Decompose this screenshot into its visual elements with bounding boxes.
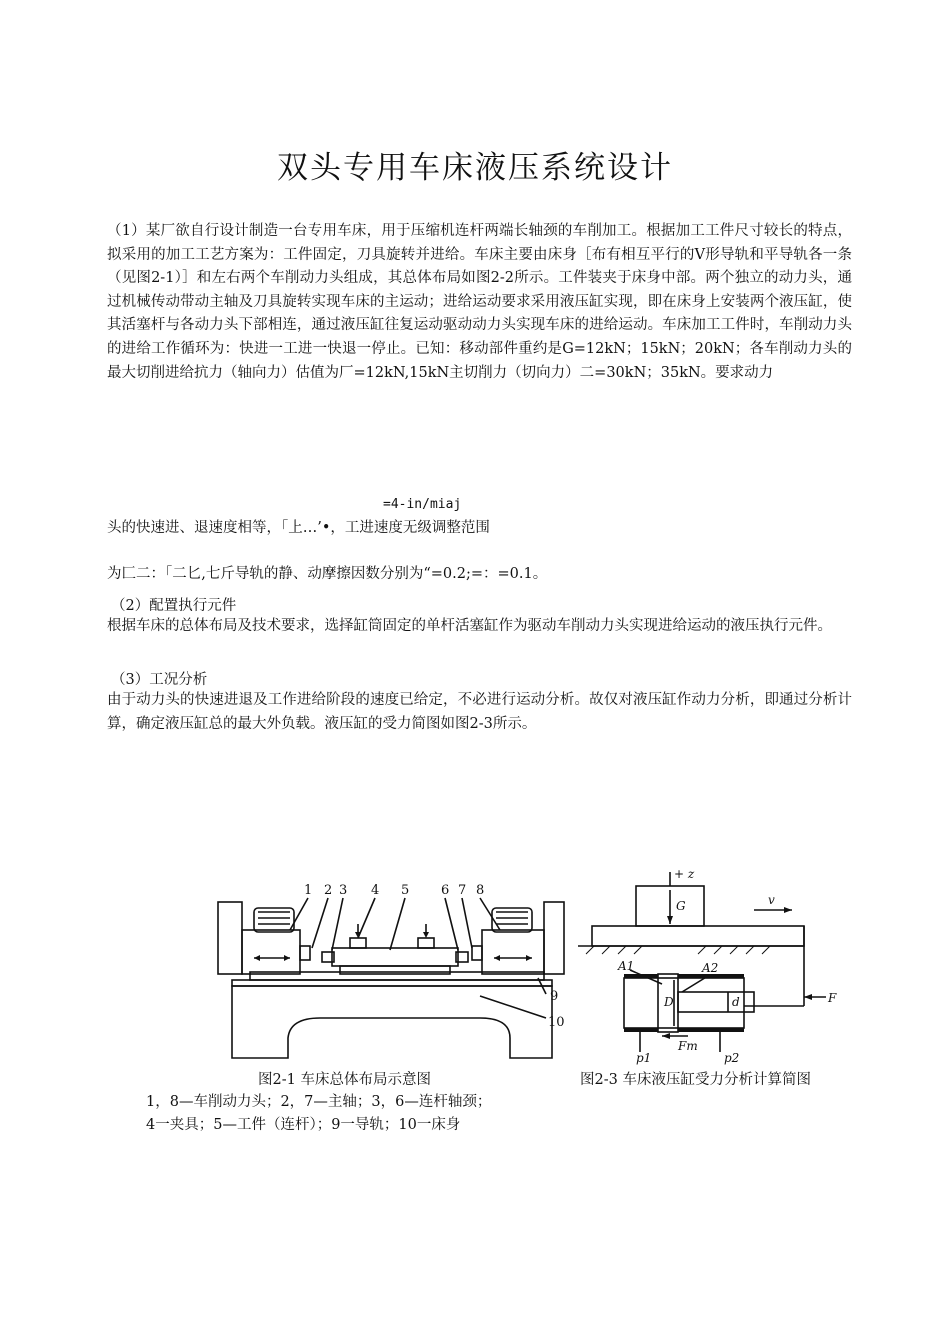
section-2-text: 根据车床的总体布局及技术要求，选择缸筒固定的单杆活塞缸作为驱动车削动力头实现进给运动的液压执行元件。 [107,618,832,634]
svg-text:8: 8 [476,883,485,898]
figure-2-3-caption: 图2-3 车床液压缸受力分析计算简图 [580,1072,811,1088]
speed-requirement-line: 头的快速进、退速度相等，「上…’•，工进速度无级调整范围 [107,520,490,536]
svg-text:A2: A2 [702,961,719,975]
section-2-heading: （2）配置执行元件 [111,598,237,614]
svg-text:2: 2 [324,883,333,898]
svg-text:D: D [664,995,674,1009]
formula-fragment: =4-in/miaj [383,497,462,512]
svg-text:+ z: + z [674,867,695,881]
svg-text:1: 1 [304,883,313,898]
svg-text:v: v [768,893,775,907]
svg-text:p1: p1 [636,1051,652,1065]
svg-text:p2: p2 [724,1051,740,1065]
page-title: 双头专用车床液压系统设计 [277,150,673,186]
figure-2-1-caption: 图2-1 车床总体布局示意图 [258,1072,431,1088]
svg-text:9: 9 [550,989,559,1004]
section-3-text: 由于动力头的快速进退及工作进给阶段的速度已给定，不必进行运动分析。故仅对液压缸作动力分析，即通过分析计算，确定液压缸总的最大外负载。液压缸的受力简图如图2-3所示。 [107,692,852,732]
intro-paragraph: （1）某厂欲自行设计制造一台专用车床，用于压缩机连杆两端长轴颈的车削加工。根据加工工件尺寸较长的特点，拟采用的加工工艺方案为：工件固定，刀具旋转并进给。车床主要由床身［布有相互平行的V形导轨和平导轨各一条（见图2-1）］和左右两个车削动力头组成，其总体布局如图2-2所示。工件装夹于床身中部。两个独立的动力头，通过机械传动带动主轴及刀具旋转实现车床的主运动；进给运动要求采用液压缸实现，即在床身上安装两个液压缸，使其活塞杆与各动力头下部相连，通过液压缸往复运动驱动动力头实现车床的进给运动。车床加工工件时，车削动力头的进给工作循环为：快进一工进一快退一停止。已知：移动部件重约是G=12kN；15kN；20kN；各车削动力头的最大切削进给抗力（轴向力）估值为厂=12kN,15kN主切削力（切向力）二=30kN；35kN。要求动力 [107,223,852,381]
svg-text:10: 10 [548,1015,565,1030]
svg-text:F: F [828,991,837,1005]
lathe-layout-figure [210,868,580,1068]
cylinder-force-figure [578,866,843,1066]
svg-text:d: d [732,995,740,1009]
svg-text:A1: A1 [618,959,635,973]
svg-text:3: 3 [339,883,348,898]
svg-text:6: 6 [441,883,450,898]
svg-text:5: 5 [401,883,410,898]
section-3-heading: （3）工况分析 [111,672,208,688]
figure-2-1-legend-line1: 1，8—车削动力头；2，7—主轴；3，6—连杆轴颈； [146,1094,492,1110]
svg-text:G: G [676,899,686,913]
friction-coefficient-line: 为匚二：「二匕,七斤导轨的静、动摩擦因数分别为“=0.2;=：=0.1。 [107,566,548,582]
svg-text:Fm: Fm [678,1039,698,1053]
figure-2-1-legend-line2: 4一夹具；5—工件（连杆）；9一导轨；10一床身 [146,1117,461,1133]
svg-text:7: 7 [458,883,467,898]
svg-text:4: 4 [371,883,380,898]
